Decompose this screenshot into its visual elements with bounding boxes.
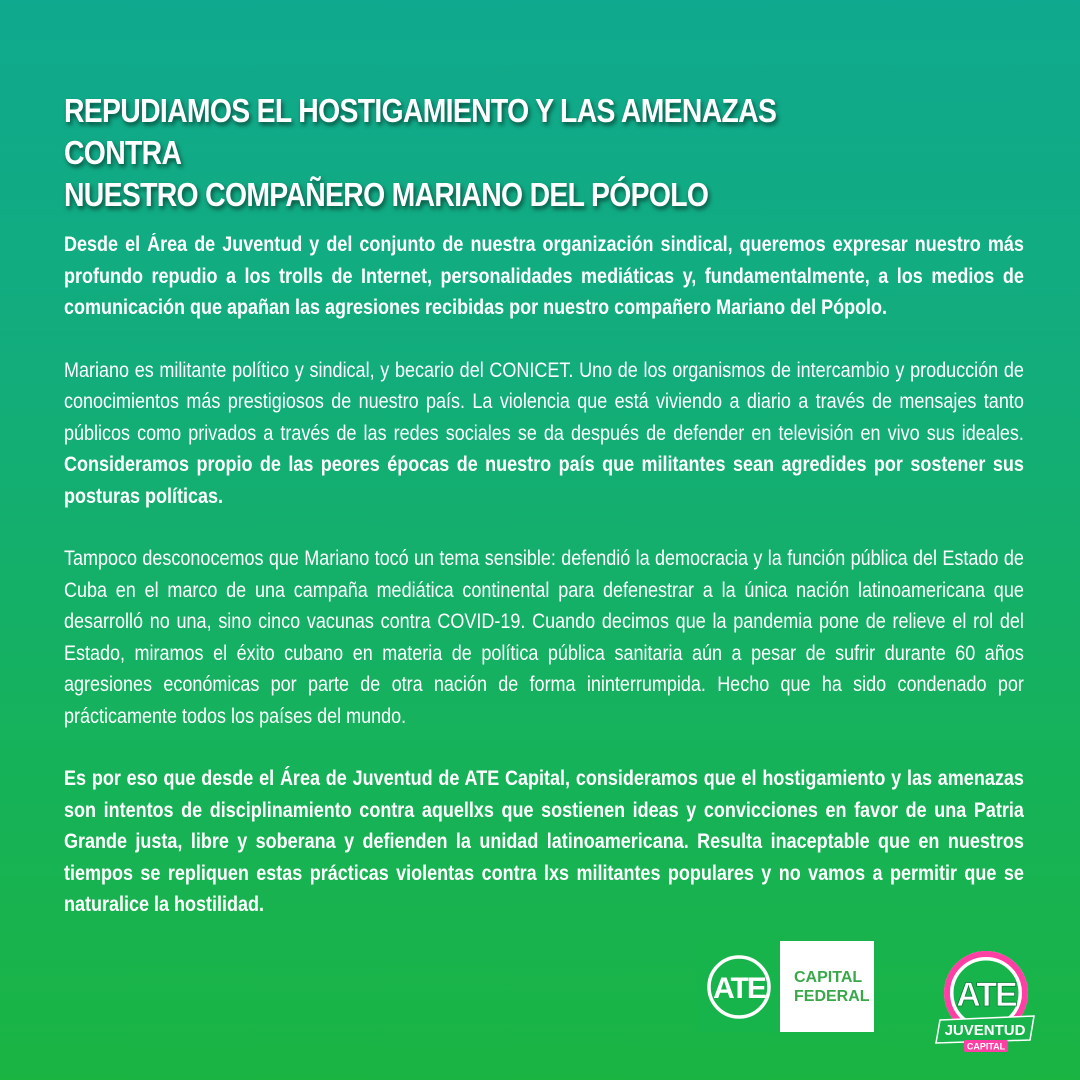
- title-line-2: NUESTRO COMPAÑERO MARIANO DEL PÓPOLO: [64, 176, 709, 213]
- capital-federal-text: [780, 941, 874, 1032]
- ate-logo-mark: [698, 941, 780, 1032]
- paragraph-1: Desde el Área de Juventud y del conjunto de nuestra organización sindical, queremos expresar nuestro más profundo repudio a los trolls de Internet, personalidades mediáticas y, fundamentalmente, a los medios de comunicación que apañan las agresiones recibidas por nuestro compañero Mariano del Pópolo.: [64, 233, 1024, 319]
- juventud-banner-text: JUVENTUD: [944, 1022, 1026, 1039]
- paragraph-2-bold: Consideramos propio de las peores épocas de nuestro país que militantes sean agredides por sostener sus posturas políticas.: [64, 453, 1024, 508]
- capital-tag-text: CAPITAL: [966, 1041, 1006, 1052]
- ate-emblem-icon: [706, 954, 772, 1020]
- ate-capital-federal-logo: [698, 941, 874, 1032]
- ate-mark-text: ATE: [713, 971, 765, 1005]
- paragraph-2: [64, 355, 1024, 513]
- statement-body: [64, 229, 1024, 952]
- title-line-1: REPUDIAMOS EL HOSTIGAMIENTO Y LAS AMENAZAS CONTRA: [64, 92, 777, 171]
- paragraph-4: Es por eso que desde el Área de Juventud de ATE Capital, consideramos que el hostigamiento y las amenazas son intentos de disciplinamiento contra aquellxs que sostienen ideas y convicciones en favor de una Patria Grande justa, libre y soberana y defienden la unidad latinoamericana. Resulta inaceptable que en nuestros tiempos se repliquen estas prácticas violentas contra lxs militantes populares y no vamos a permitir que se naturalice la hostilidad.: [64, 767, 1024, 916]
- juventud-ate-mark: ATE: [956, 976, 1016, 1014]
- federal-label: FEDERAL: [794, 987, 870, 1005]
- ate-juventud-capital-logo: [934, 948, 1038, 1052]
- paragraph-2-regular: Mariano es militante político y sindical, y becario del CONICET. Uno de los organismos de intercambio y producción de conocimientos más prestigiosos de nuestro país. La violencia que está viviendo a diario a través de mensajes tanto públicos como privados a través de las redes sociales se da después de defender en televisión en vivo sus ideales.: [64, 358, 1024, 445]
- page-title: [64, 90, 838, 216]
- capital-label: CAPITAL: [794, 968, 863, 986]
- paragraph-3: Tampoco desconocemos que Mariano tocó un tema sensible: defendió la democracia y la función pública del Estado de Cuba en el marco de una campaña mediática continental para defenestrar a la única nación latinoamericana que desarrolló no una, sino cinco vacunas contra COVID-19. Cuando decimos que la pandemia pone de relieve el rol del Estado, miramos el éxito cubano en materia de política pública sanitaria aún a pesar de sufrir durante 60 años agresiones económicas por parte de otra nación de forma ininterrumpida. Hecho que ha sido condenado por prácticamente todos los países del mundo.: [64, 547, 1024, 728]
